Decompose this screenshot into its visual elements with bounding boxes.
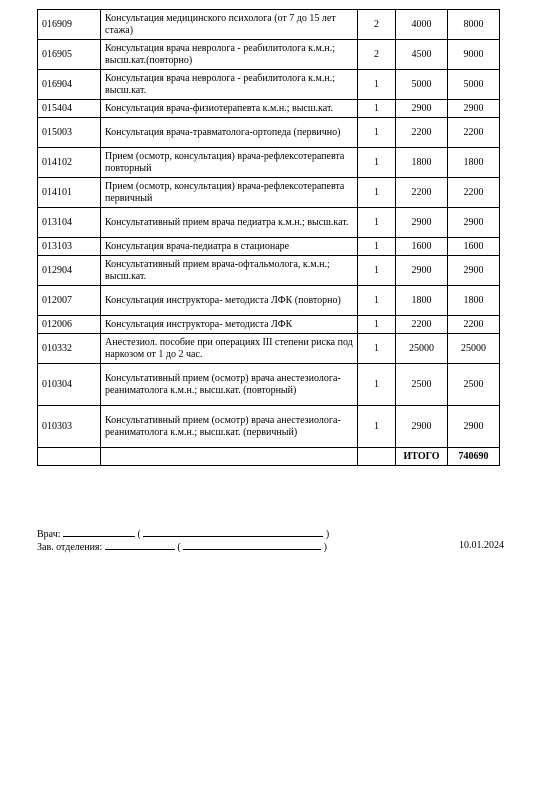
table-row bbox=[38, 148, 500, 178]
service-quantity: 1 bbox=[358, 256, 396, 286]
service-price: 2900 bbox=[396, 406, 448, 448]
service-quantity: 2 bbox=[358, 40, 396, 70]
service-quantity: 1 bbox=[358, 118, 396, 148]
head-label: Зав. отделения: bbox=[37, 542, 103, 553]
table-row bbox=[38, 364, 500, 406]
service-sum: 2900 bbox=[448, 256, 500, 286]
service-name: Консультативный прием (осмотр) врача анестезиолога-реаниматолога к.м.н.; высш.кат. (повторный) bbox=[101, 364, 358, 406]
service-name: Консультация инструктора- методиста ЛФК (повторно) bbox=[101, 286, 358, 316]
service-price: 2200 bbox=[396, 118, 448, 148]
service-sum: 9000 bbox=[448, 40, 500, 70]
service-sum: 25000 bbox=[448, 334, 500, 364]
service-code: 015404 bbox=[38, 100, 101, 118]
table-row bbox=[38, 286, 500, 316]
service-name: Консультация врача-физиотерапевта к.м.н.; высш.кат. bbox=[101, 100, 358, 118]
table-row bbox=[38, 100, 500, 118]
service-sum: 1800 bbox=[448, 148, 500, 178]
document-date: 10.01.2024 bbox=[459, 540, 504, 551]
service-code: 010332 bbox=[38, 334, 101, 364]
table-row bbox=[38, 118, 500, 148]
service-quantity: 1 bbox=[358, 406, 396, 448]
service-name: Консультативный прием врача педиатра к.м.н.; высш.кат. bbox=[101, 208, 358, 238]
service-price: 4500 bbox=[396, 40, 448, 70]
service-sum: 1600 bbox=[448, 238, 500, 256]
service-sum: 5000 bbox=[448, 70, 500, 100]
service-sum: 2200 bbox=[448, 178, 500, 208]
service-name: Консультация инструктора- методиста ЛФК bbox=[101, 316, 358, 334]
service-price: 25000 bbox=[396, 334, 448, 364]
service-price: 2900 bbox=[396, 100, 448, 118]
close-paren: ) bbox=[325, 529, 330, 540]
total-empty-cell bbox=[358, 448, 396, 466]
service-price: 2200 bbox=[396, 316, 448, 334]
service-code: 012006 bbox=[38, 316, 101, 334]
total-empty-cell bbox=[101, 448, 358, 466]
service-quantity: 1 bbox=[358, 334, 396, 364]
service-code: 013103 bbox=[38, 238, 101, 256]
service-code: 016909 bbox=[38, 10, 101, 40]
service-quantity: 1 bbox=[358, 148, 396, 178]
service-quantity: 1 bbox=[358, 238, 396, 256]
service-name: Консультативный прием (осмотр) врача анестезиолога-реаниматолога к.м.н.; высш.кат. (первичный) bbox=[101, 406, 358, 448]
service-code: 013104 bbox=[38, 208, 101, 238]
service-name: Консультация врача-педиатра в стационаре bbox=[101, 238, 358, 256]
service-sum: 2500 bbox=[448, 364, 500, 406]
service-price: 4000 bbox=[396, 10, 448, 40]
service-name: Консультация врача невролога - реабилитолога к.м.н.; высш.кат. bbox=[101, 70, 358, 100]
table-row bbox=[38, 40, 500, 70]
service-code: 014101 bbox=[38, 178, 101, 208]
service-code: 016905 bbox=[38, 40, 101, 70]
service-quantity: 1 bbox=[358, 208, 396, 238]
service-price: 2500 bbox=[396, 364, 448, 406]
doctor-signature-blank bbox=[63, 527, 135, 537]
service-sum: 2900 bbox=[448, 100, 500, 118]
service-sum: 2900 bbox=[448, 406, 500, 448]
service-quantity: 2 bbox=[358, 10, 396, 40]
service-price: 1800 bbox=[396, 286, 448, 316]
service-code: 016904 bbox=[38, 70, 101, 100]
service-sum: 8000 bbox=[448, 10, 500, 40]
table-row bbox=[38, 208, 500, 238]
services-table bbox=[37, 9, 500, 466]
doctor-signature-line bbox=[37, 527, 329, 541]
total-label: ИТОГО bbox=[396, 448, 448, 466]
service-code: 012007 bbox=[38, 286, 101, 316]
service-code: 012904 bbox=[38, 256, 101, 286]
doctor-label: Врач: bbox=[37, 529, 61, 540]
table-row bbox=[38, 238, 500, 256]
service-price: 2200 bbox=[396, 178, 448, 208]
total-value: 740690 bbox=[448, 448, 500, 466]
service-sum: 2200 bbox=[448, 316, 500, 334]
service-code: 015003 bbox=[38, 118, 101, 148]
head-name-blank bbox=[183, 540, 321, 550]
service-name: Прием (осмотр, консультация) врача-рефлексотерапевта повторный bbox=[101, 148, 358, 178]
open-paren: ( bbox=[137, 529, 141, 540]
table-row bbox=[38, 256, 500, 286]
table-row bbox=[38, 70, 500, 100]
service-quantity: 1 bbox=[358, 286, 396, 316]
service-price: 2900 bbox=[396, 208, 448, 238]
head-signature-line bbox=[37, 540, 327, 554]
service-sum: 1800 bbox=[448, 286, 500, 316]
service-price: 2900 bbox=[396, 256, 448, 286]
table-row bbox=[38, 316, 500, 334]
table-row bbox=[38, 406, 500, 448]
table-row bbox=[38, 10, 500, 40]
service-name: Анестезиол. пособие при операциях III степени риска под наркозом от 1 до 2 час. bbox=[101, 334, 358, 364]
service-code: 010303 bbox=[38, 406, 101, 448]
service-name: Консультация врача невролога - реабилитолога к.м.н.; высш.кат.(повторно) bbox=[101, 40, 358, 70]
service-price: 1600 bbox=[396, 238, 448, 256]
service-price: 5000 bbox=[396, 70, 448, 100]
service-code: 014102 bbox=[38, 148, 101, 178]
services-table-body bbox=[38, 10, 500, 448]
service-name: Консультативный прием врача-офтальмолога, к.м.н.; высш.кат. bbox=[101, 256, 358, 286]
service-name: Консультация медицинского психолога (от 7 до 15 лет стажа) bbox=[101, 10, 358, 40]
service-name: Консультация врача-травматолога-ортопеда (первично) bbox=[101, 118, 358, 148]
service-price: 1800 bbox=[396, 148, 448, 178]
close-paren: ) bbox=[323, 542, 327, 553]
table-row bbox=[38, 334, 500, 364]
service-quantity: 1 bbox=[358, 316, 396, 334]
open-paren: ( bbox=[177, 542, 181, 553]
head-signature-blank bbox=[105, 540, 175, 550]
total-empty-cell bbox=[38, 448, 101, 466]
service-quantity: 1 bbox=[358, 364, 396, 406]
service-quantity: 1 bbox=[358, 100, 396, 118]
service-sum: 2900 bbox=[448, 208, 500, 238]
total-row bbox=[38, 448, 500, 466]
service-sum: 2200 bbox=[448, 118, 500, 148]
service-quantity: 1 bbox=[358, 178, 396, 208]
doctor-name-blank bbox=[143, 527, 323, 537]
service-name: Прием (осмотр, консультация) врача-рефлексотерапевта первичный bbox=[101, 178, 358, 208]
table-row bbox=[38, 178, 500, 208]
service-code: 010304 bbox=[38, 364, 101, 406]
service-quantity: 1 bbox=[358, 70, 396, 100]
